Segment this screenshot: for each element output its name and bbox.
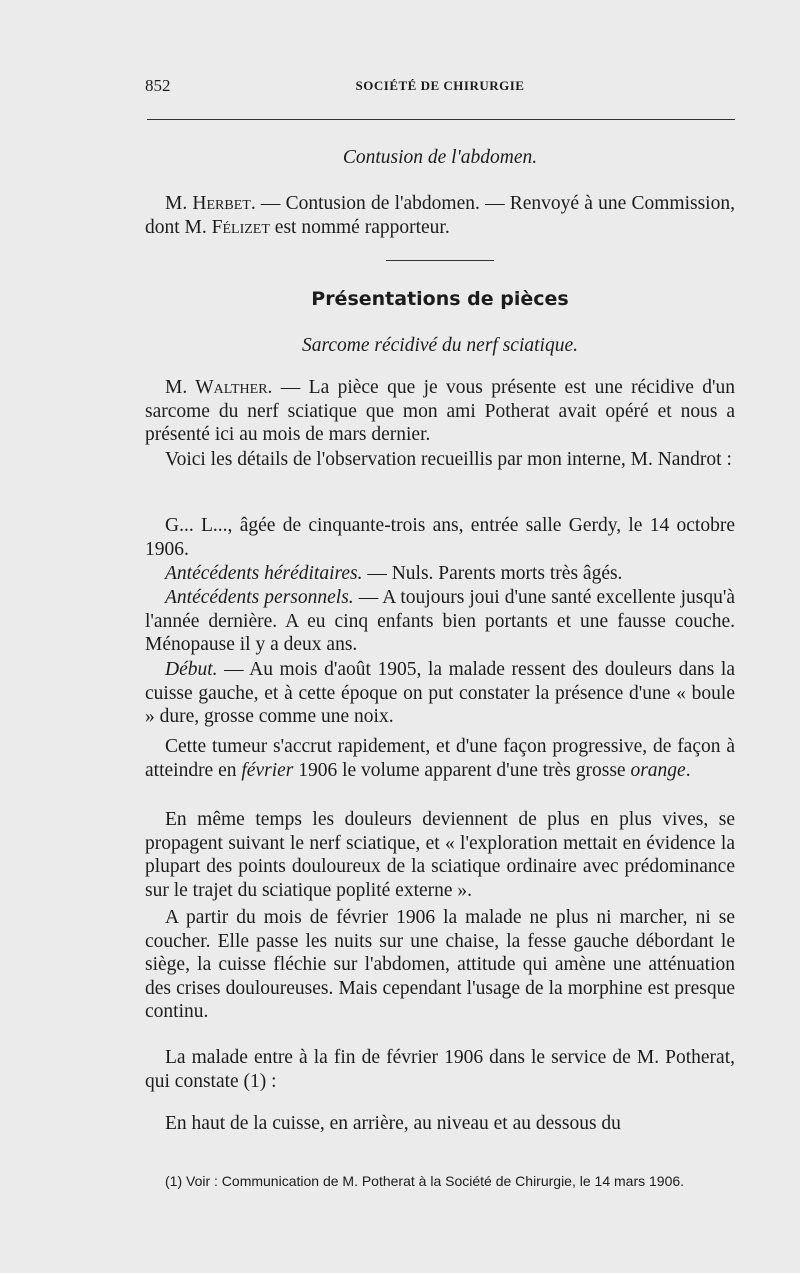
header-rule <box>147 119 735 120</box>
paragraph-observation-intro: Voici les détails de l'observation recueillis par mon interne, M. Nandrot : <box>165 449 732 470</box>
paragraph-walther: M. Walther. — La pièce que je vous présente est une récidive d'un sarcome du nerf sciatique que mon ami Potherat avait opéré et nous a présenté ici au mois de mars dernier. <box>145 377 735 446</box>
rapporteur-name: Félizet <box>211 216 270 238</box>
page-number: 852 <box>145 76 171 95</box>
paragraph-hereditary: Antécédents héréditaires. — Nuls. Parents morts très âgés. <box>165 563 623 584</box>
paragraph-douleurs: En même temps les douleurs deviennent de plus en plus vives, se propagent suivant le nerf sciatique, et « l'exploration mettait en évidence la plupart des points douloureux de la sciatique ordinaire avec prédominance sur le trajet du sciatique poplité externe ». <box>145 809 735 901</box>
paragraph-service: La malade entre à la fin de février 1906 dans le service de M. Potherat, qui constate (1) : <box>145 1047 735 1092</box>
subtitle-sarcome: Sarcome récidivé du nerf sciatique. <box>302 335 578 356</box>
paragraph-fevrier: A partir du mois de février 1906 la malade ne plus ni marcher, ni se coucher. Elle passe les nuits sur une chaise, la fesse gauche débordant le siège, la cuisse fléchie sur l'abdomen, attitude qui amène une atténuation des crises douloureuses. Mais cependant l'usage de la morphine est presque continu. <box>145 907 735 1023</box>
section-divider <box>386 260 494 261</box>
paragraph-herbet: M. Herbet. — Contusion de l'abdomen. — Renvoyé à une Commission, dont M. Félizet est nommé rapporteur. <box>145 193 735 238</box>
speaker-walther: M. Walther. <box>165 377 273 398</box>
speaker-herbet: M. Herbet. <box>165 193 256 214</box>
page-header <box>145 76 735 100</box>
section-heading-presentations: Présentations de pièces <box>311 288 569 310</box>
paragraph-personal: Antécédents personnels. — A toujours joui d'une santé excellente jusqu'à l'année dernière. A eu cinq enfants bien portants et une fausse couche. Ménopause il y a deux ans. <box>145 587 736 656</box>
running-title: SOCIÉTÉ DE CHIRURGIE <box>355 78 525 93</box>
section-title-contusion: Contusion de l'abdomen. <box>342 147 538 168</box>
paragraph-tumeur: Cette tumeur s'accrut rapidement, et d'une façon progressive, de façon à atteindre en février 1906 le volume apparent d'une très grosse orange. <box>145 736 735 781</box>
paragraph-cuisse: En haut de la cuisse, en arrière, au niveau et au dessous du <box>165 1113 621 1134</box>
footnote: (1) Voir : Communication de M. Potherat à la Société de Chirurgie, le 14 mars 1906. <box>165 1173 685 1189</box>
paragraph-debut: Début. — Au mois d'août 1905, la malade ressent des douleurs dans la cuisse gauche, et à cette époque on put constater la présence d'une « boule » dure, grosse comme une noix. <box>145 659 735 728</box>
paragraph-patient: G... L..., âgée de cinquante-trois ans, entrée salle Gerdy, le 14 octobre 1906. <box>145 515 735 560</box>
